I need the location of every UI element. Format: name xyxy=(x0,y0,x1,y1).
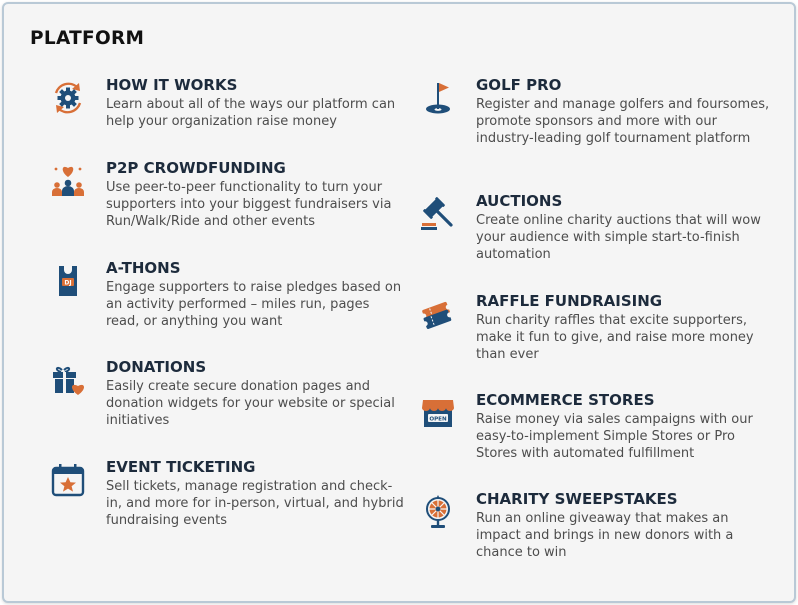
gear-cycle-icon xyxy=(50,80,86,116)
item-description: Learn about all of the ways our platform can help your organization raise money xyxy=(106,97,396,129)
race-bib-icon xyxy=(50,263,86,299)
item-description: Sell tickets, manage registration and check-in, and more for in-person, virtual, and hybrid fundraising events xyxy=(106,479,404,528)
item-title: AUCTIONS xyxy=(476,192,563,210)
item-description: Raise money via sales campaigns with our easy-to-implement Simple Stores or Pro Stores with automated fulfillment xyxy=(476,412,753,461)
crowd-heart-icon xyxy=(50,163,86,199)
item-description: Run charity raffles that excite supporters, make it fun to give, and raise more money than ever xyxy=(476,313,754,362)
item-title: HOW IT WORKS xyxy=(106,76,238,94)
calendar-star-icon xyxy=(50,462,86,498)
section-heading: PLATFORM xyxy=(30,28,145,49)
item-description: Run an online giveaway that makes an impact and brings in new donors with a chance to win xyxy=(476,511,734,560)
item-title: CHARITY SWEEPSTAKES xyxy=(476,490,678,508)
item-title: EVENT TICKETING xyxy=(106,458,256,476)
item-description: Create online charity auctions that will wow your audience with simple start-to-finish automation xyxy=(476,213,761,262)
item-title: GOLF PRO xyxy=(476,76,562,94)
item-title: P2P CROWDFUNDING xyxy=(106,159,286,177)
item-description: Engage supporters to raise pledges based on an activity performed – miles run, pages read, or anything you want xyxy=(106,280,402,329)
gavel-icon xyxy=(420,196,456,232)
item-title: DONATIONS xyxy=(106,358,207,376)
item-description: Register and manage golfers and foursomes, promote sponsors and more with our industry-leading golf tournament platform xyxy=(476,97,770,146)
open-sign-text: OPEN xyxy=(429,416,447,423)
raffle-tickets-icon xyxy=(420,296,456,332)
item-description: Easily create secure donation pages and donation widgets for your website or special initiatives xyxy=(106,379,395,428)
storefront-icon xyxy=(420,395,456,431)
prize-wheel-icon xyxy=(420,494,456,530)
item-title: RAFFLE FUNDRAISING xyxy=(476,292,663,310)
item-description: Use peer-to-peer functionality to turn your supporters into your biggest fundraisers via Run/Walk/Ride and other events xyxy=(106,180,392,229)
svg-text:DJ: DJ xyxy=(64,279,72,287)
item-title: A-THONS xyxy=(106,259,181,277)
item-title: ECOMMERCE STORES xyxy=(476,391,655,409)
platform-panel xyxy=(2,2,796,603)
golf-flag-icon xyxy=(420,80,456,116)
gift-heart-icon xyxy=(50,362,86,398)
